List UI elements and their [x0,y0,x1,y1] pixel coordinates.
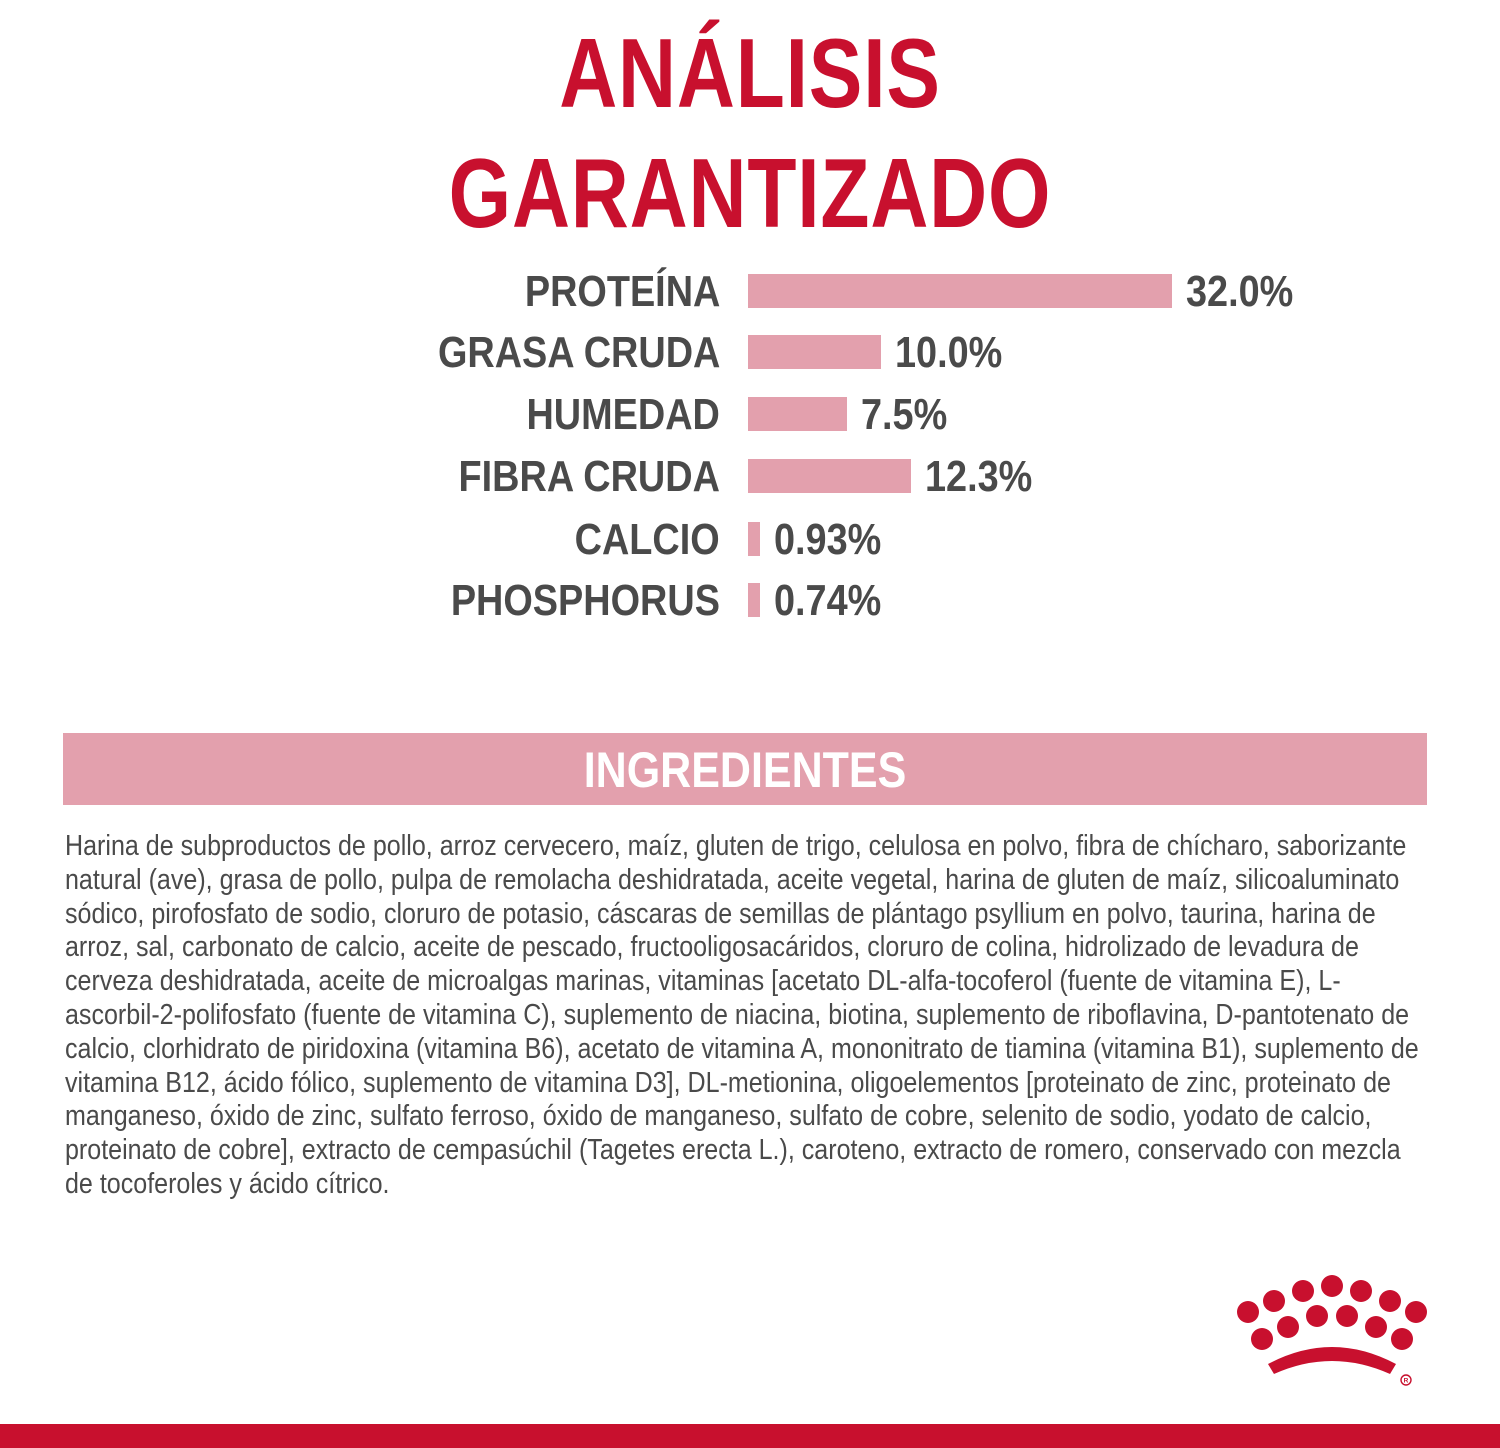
ingredients-header [63,733,1427,805]
bar-value-label: 12.3% [924,452,1033,501]
bar-category-label: GRASA CRUDA [437,328,720,377]
bar-row [0,510,1500,570]
bar-row [0,262,1500,322]
bar [748,583,760,617]
bar [748,522,760,556]
bar-value-label: 10.0% [894,328,1002,377]
bar-row [0,323,1500,383]
svg-text:R: R [1403,1377,1409,1385]
bar-value-label: 0.74% [774,576,882,625]
bar [748,459,911,493]
bar-value-label: 7.5% [861,390,948,439]
bar-row [0,447,1500,507]
bar-row [0,385,1500,445]
page-title-line1: ANÁLISIS [559,18,941,128]
bar-category-label: CALCIO [574,515,720,564]
bar-category-label: PHOSPHORUS [450,576,720,625]
bar [748,397,847,431]
bar [748,335,881,369]
bar-row [0,571,1500,631]
ingredients-text: Harina de subproductos de pollo, arroz cervecero, maíz, gluten de trigo, celulosa en polvo, fibra de chícharo, saborizante natural (ave), grasa de pollo, pulpa de remolacha deshidratada, aceite vegetal, harina de gluten de maíz, silicoaluminato sódico, pirofosfato de sodio, cloruro de potasio, cáscaras de semillas de plántago psyllium en polvo, taurina, harina de arroz, sal, carbonato de calcio, aceite de pescado, fructooligosacáridos, cloruro de colina, hidrolizado de levadura de cerveza deshidratada, aceite de microalgas marinas, vitaminas [acetato DL-alfa-tocoferol (fuente de vitamina E), L-ascorbil-2-polifosfato (fuente de vitamina C), suplemento de niacina, biotina, suplemento de riboflavina, D-pantotenato de calcio, clorhidrato de piridoxina (vitamina B6), acetato de vitamina A, mononitrato de tiamina (vitamina B1), suplemento de vitamina B12, ácido fólico, suplemento de vitamina D3], DL-metionina, oligoelementos [proteinato de zinc, proteinato de manganeso, óxido de zinc, sulfato ferroso, óxido de manganeso, sulfato de cobre, selenito de sodio, yodato de calcio, proteinato de cobre], extracto de cempasúchil (Tagetes erecta L.), caroteno, extracto de romero, conservado con mezcla de tocoferoles y ácido cítrico. [65,830,1419,1200]
bar [748,274,1172,308]
bar-value-label: 0.93% [774,515,882,564]
bar-category-label: FIBRA CRUDA [458,452,720,501]
bottom-brand-strip [0,1424,1500,1448]
bar-category-label: HUMEDAD [526,390,720,439]
bar-value-label: 32.0% [1186,267,1294,316]
crown-dots-logo-icon [1230,1272,1435,1387]
ingredients-heading: INGREDIENTES [583,742,907,798]
nutrient-bar-chart [0,0,1500,700]
page-title-line2: GARANTIZADO [448,138,1052,248]
bar-category-label: PROTEÍNA [524,267,720,316]
